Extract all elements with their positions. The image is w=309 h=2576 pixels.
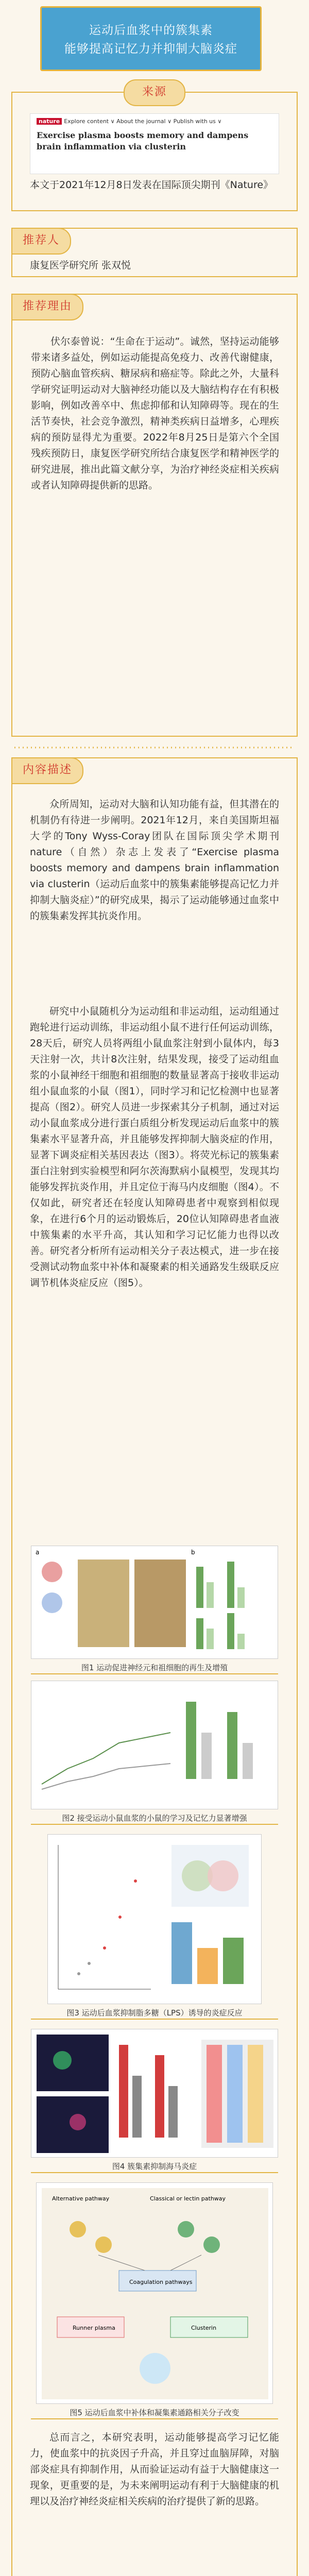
fig5-alt-pathway: Alternative pathway: [52, 2195, 110, 2202]
figure-5-caption: 图5 运动后血浆中补体和凝集素通路相关分子改变: [31, 2407, 278, 2419]
recommender-name: 康复医学研究所 张双悦: [30, 260, 131, 271]
figure-1-graphic: [31, 1546, 279, 1659]
fig1-panel-a: a: [36, 1549, 40, 1556]
recommender-section: [11, 228, 298, 277]
source-label: 来源: [124, 79, 185, 106]
conclusion-text: 总而言之，本研究表明，运动能够提高学习记忆能力，使血浆中的抗炎因子升高，并且穿过血脑屏障，对脑部炎症具有抑制作用，从而验证运动有益于大脑健康这一现象，更重要的是，为未来阐明运动有利于大脑健康的机理以及治疗神经炎症相关疾病的治疗提供了新的思路。: [30, 2432, 279, 2507]
fig5-runner-plasma: Runner plasma: [73, 2325, 115, 2331]
content-label: 内容描述: [11, 757, 83, 784]
figure-3-caption: 图3 运动后血浆抑制脂多糖（LPS）诱导的炎症反应: [31, 2007, 278, 2020]
reason-label: 推荐理由: [11, 294, 83, 320]
paper-nav: [37, 118, 272, 125]
fig1-panel-b: b: [191, 1549, 195, 1556]
recommender-label: 推荐人: [11, 228, 71, 255]
figure-4-graphic: [31, 2029, 279, 2158]
figure-1: [31, 1546, 278, 1659]
figure-4-caption: 图4 簇集素抑制海马炎症: [31, 2161, 278, 2173]
paper-screenshot: [30, 113, 279, 174]
reason-text: 伏尔泰曾说：“生命在于运动”。诚然，坚持运动能够带来诸多益处，例如运动能提高免疫力、改善代谢健康，预防心脑血管疾病、糖尿病和癌症等。除此之外，大量科学研究证明运动对大脑神经功能以及大脑结构存在有积极影响，例如改善卒中、焦虑抑郁和认知障碍等。现在的生活节奏快，社会竞争激烈，精神类疾病日益增多，心理疾病的预防显得尤为重要。2022年8月25日是第六个全国残疾预防日，康复医学研究所结合康复医学和精神医学的研究进展，推出此篇文献分享，为治疗神经炎症相关疾病或者认知障碍提供新的思路。: [31, 336, 279, 491]
figure-3-graphic: [48, 1835, 262, 2005]
dotted-divider: [14, 745, 295, 750]
fig5-classical-pathway: Classical or lectin pathway: [150, 2195, 226, 2202]
figure-2-caption: 图2 接受运动小鼠血浆的小鼠的学习及记忆力显著增强: [31, 1812, 278, 1825]
header-title-box: [40, 6, 262, 71]
figure-5: [36, 2182, 273, 2404]
nature-logo: nature: [37, 118, 62, 125]
figure-2: [31, 1681, 278, 1809]
figure-1-caption: 图1 运动促进神经元和祖细胞的再生及增殖: [31, 1662, 278, 1674]
content-para-1: 众所周知，运动对大脑和认知功能有益，但其潜在的机制仍有待进一步阐明。2021年12月，来自美国斯坦福大学的Tony Wyss-Coray团队在国际顶尖学术期刊nature（自然）杂志上发表了“Exercise plasma boosts memory and dampens brain inflammation via clusterin（运动后血浆中的簇集素能够提高记忆力并抑制大脑炎症）”的研究成果，揭示了运动能够通过血浆中的簇集素发挥其抗炎作用。: [30, 799, 279, 922]
fig5-clusterin: Clusterin: [191, 2325, 217, 2331]
reason-section: [11, 294, 298, 737]
paper-nav-text: Explore content ∨ About the journal ∨ Publish with us ∨: [64, 118, 222, 125]
fig5-coagulation: Coagulation pathways: [129, 2279, 193, 2285]
paper-title: Exercise plasma boosts memory and dampens brain inflammation via clusterin: [37, 130, 249, 151]
figure-2-graphic: [31, 1681, 279, 1810]
title-line-2: 能够提高记忆力并抑制大脑炎症: [64, 42, 237, 56]
figure-3: [47, 1834, 262, 2004]
content-para-2: 研究中小鼠随机分为运动组和非运动组，运动组通过跑轮进行运动训练，非运动组小鼠不进行任何运动训练，28天后，研究人员将两组小鼠血浆注射到小鼠体内，每3天注射一次，共计8次注射，结果发现，接受了运动组血浆的小鼠神经干细胞和祖细胞的数量显著高于接收非运动组小鼠血浆的小鼠（图1），同时学习和记忆检测中也显著提高（图2）。研究人员进一步探索其分子机制，通过对运动小鼠血浆成分进行蛋白质组分析发现运动后血浆中的簇集素水平显著升高，并且能够发挥抑制大脑炎症的作用，显著下调炎症相关基因表达（图3）。将荧光标记的簇集素蛋白注射到实验模型和阿尔茨海默病小鼠模型，发现其均能够发挥抗炎作用，并且定位于海马内皮细胞（图4）。不仅如此，研究者还在轻度认知障碍患者中观察到相似现象，在进行6个月的运动锻炼后，20位认知障碍患者血液中簇集素的水平升高，其认知和学习记忆能力也得以改善。研究者分析所有运动相关分子表达模式，进一步在接受测试动物血浆中补体和凝聚素的相关通路发生级联反应调节机体炎症反应（图5）。: [30, 1006, 279, 1289]
figure-4: [31, 2029, 278, 2158]
figure-5-graphic: [37, 2183, 273, 2404]
publication-info: 本文于2021年12月8日发表在国际顶尖期刊《Nature》: [30, 179, 273, 191]
title-line-1: 运动后血浆中的簇集素: [89, 24, 213, 37]
